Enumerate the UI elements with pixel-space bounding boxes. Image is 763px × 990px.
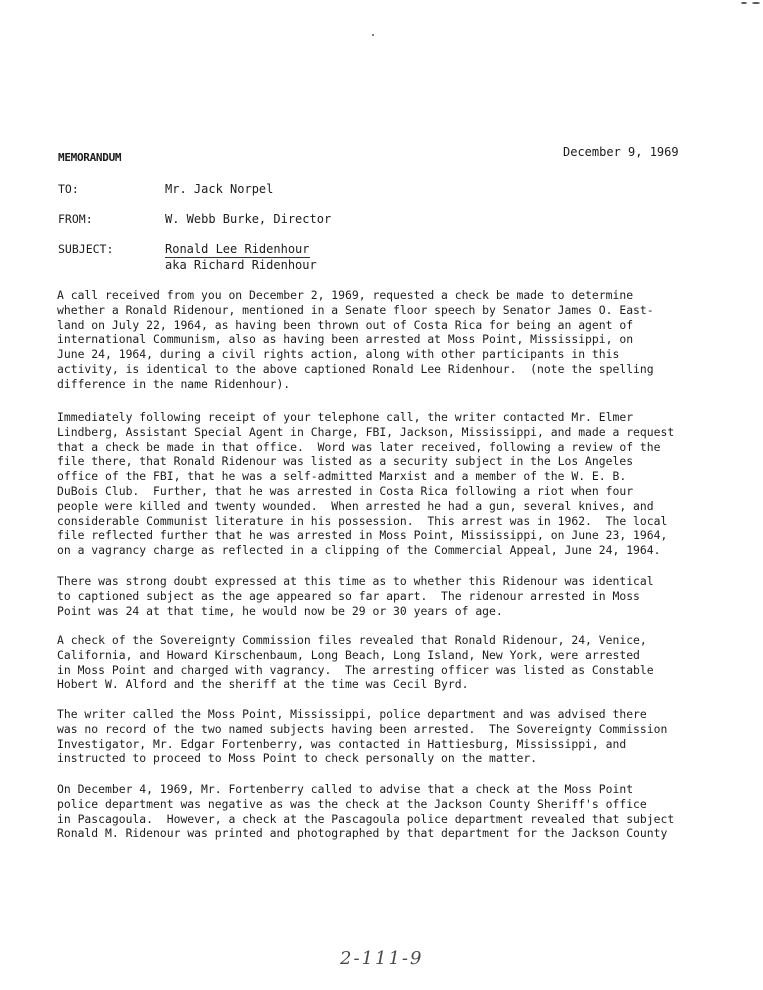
body-line: Ronald M. Ridenour was printed and photographed by that department for the Jackson County bbox=[57, 826, 668, 841]
body-line: There was strong doubt expressed at this time as to whether this Ridenour was identical bbox=[57, 574, 654, 588]
body-line: people were killed and twenty wounded. When arrested he had a gun, several knives, and bbox=[57, 498, 654, 513]
body-line: Lindberg, Assistant Special Agent in Charge, FBI, Jackson, Mississippi, and made a request bbox=[57, 424, 675, 439]
body-line: California, and Howard Kirschenbaum, Long Beach, Long Island, New York, were arrested bbox=[57, 647, 640, 662]
body-line: The writer called the Moss Point, Mississippi, police department and was advised there bbox=[57, 707, 647, 721]
body-line: activity, is identical to the above captioned Ronald Lee Ridenhour. (note the spelling bbox=[57, 361, 654, 376]
scan-speck bbox=[372, 34, 374, 36]
body-paragraph bbox=[57, 288, 654, 392]
body-line: Immediately following receipt of your telephone call, the writer contacted Mr. Elmer bbox=[57, 410, 634, 424]
body-line: file there, that Ronald Ridenour was listed as a security subject in the Los Angeles bbox=[57, 454, 634, 469]
body-paragraph bbox=[57, 410, 674, 558]
memo-date: December 9, 1969 bbox=[563, 145, 679, 159]
body-paragraph bbox=[57, 574, 654, 618]
body-line: On December 4, 1969, Mr. Fortenberry called to advise that a check at the Moss Point bbox=[57, 782, 634, 796]
subject-name: Ronald Lee Ridenhour bbox=[165, 242, 310, 256]
body-line: office of the FBI, that he was a self-admitted Marxist and a member of the W. E. B. bbox=[57, 469, 627, 484]
from-value: W. Webb Burke, Director bbox=[165, 212, 332, 226]
body-line: A call received from you on December 2, 1969, requested a check be made to determine bbox=[57, 288, 634, 302]
body-line: that a check be made in that office. Word was later received, following a review of the bbox=[57, 439, 661, 454]
body-line: difference in the name Ridenhour). bbox=[57, 376, 291, 391]
memo-heading: MEMORANDUM bbox=[58, 151, 122, 164]
body-line: Hobert W. Alford and the sheriff at the time was Cecil Byrd. bbox=[57, 677, 469, 692]
body-line: international Communism, also as having been arrested at Moss Point, Mississippi, on bbox=[57, 332, 634, 347]
body-paragraph bbox=[57, 633, 654, 692]
body-line: whether a Ronald Ridenour, mentioned in a Senate floor speech by Senator James O. East- bbox=[57, 302, 654, 317]
body-line: Point was 24 at that time, he would now be 29 or 30 years of age. bbox=[57, 603, 503, 618]
subject-aka: aka Richard Ridenhour bbox=[165, 258, 317, 272]
body-line: DuBois Club. Further, that he was arrested in Costa Rica following a riot when four bbox=[57, 483, 634, 498]
scan-speck bbox=[741, 2, 747, 4]
body-line: was no record of the two named subjects having been arrested. The Sovereignty Commission bbox=[57, 721, 668, 736]
scan-speck bbox=[752, 2, 760, 4]
body-line: June 24, 1964, during a civil rights action, along with other participants in this bbox=[57, 347, 620, 362]
body-line: land on July 22, 1964, as having been thrown out of Costa Rica for being an agent of bbox=[57, 317, 634, 332]
body-line: considerable Communist literature in his possession. This arrest was in 1962. The local bbox=[57, 513, 668, 528]
to-value: Mr. Jack Norpel bbox=[165, 182, 274, 196]
body-paragraph bbox=[57, 782, 674, 841]
body-line: instructed to proceed to Moss Point to check personally on the matter. bbox=[57, 751, 538, 766]
from-label: FROM: bbox=[58, 212, 93, 226]
body-line: in Pascagoula. However, a check at the Pascagoula police department revealed that subject bbox=[57, 811, 675, 826]
subject-label: SUBJECT: bbox=[58, 242, 114, 256]
body-line: A check of the Sovereignty Commission files revealed that Ronald Ridenour, 24, Venice, bbox=[57, 633, 647, 647]
body-line: police department was negative as was the check at the Jackson County Sheriff's office bbox=[57, 796, 647, 811]
body-line: to captioned subject as the age appeared so far apart. The ridenour arrested in Moss bbox=[57, 588, 640, 603]
body-line: on a vagrancy charge as reflected in a clipping of the Commercial Appeal, June 24, 1964. bbox=[57, 543, 661, 558]
body-line: Investigator, Mr. Edgar Fortenberry, was contacted in Hattiesburg, Mississippi, and bbox=[57, 736, 627, 751]
body-line: in Moss Point and charged with vagrancy. The arresting officer was listed as Constable bbox=[57, 662, 654, 677]
subject-value bbox=[165, 242, 310, 256]
page-number-mark: 2-111-9 bbox=[340, 948, 424, 969]
to-label: TO: bbox=[58, 182, 79, 196]
body-paragraph bbox=[57, 707, 667, 766]
body-line: file reflected further that he was arrested in Moss Point, Mississippi, on June 23, 1964, bbox=[57, 528, 668, 543]
